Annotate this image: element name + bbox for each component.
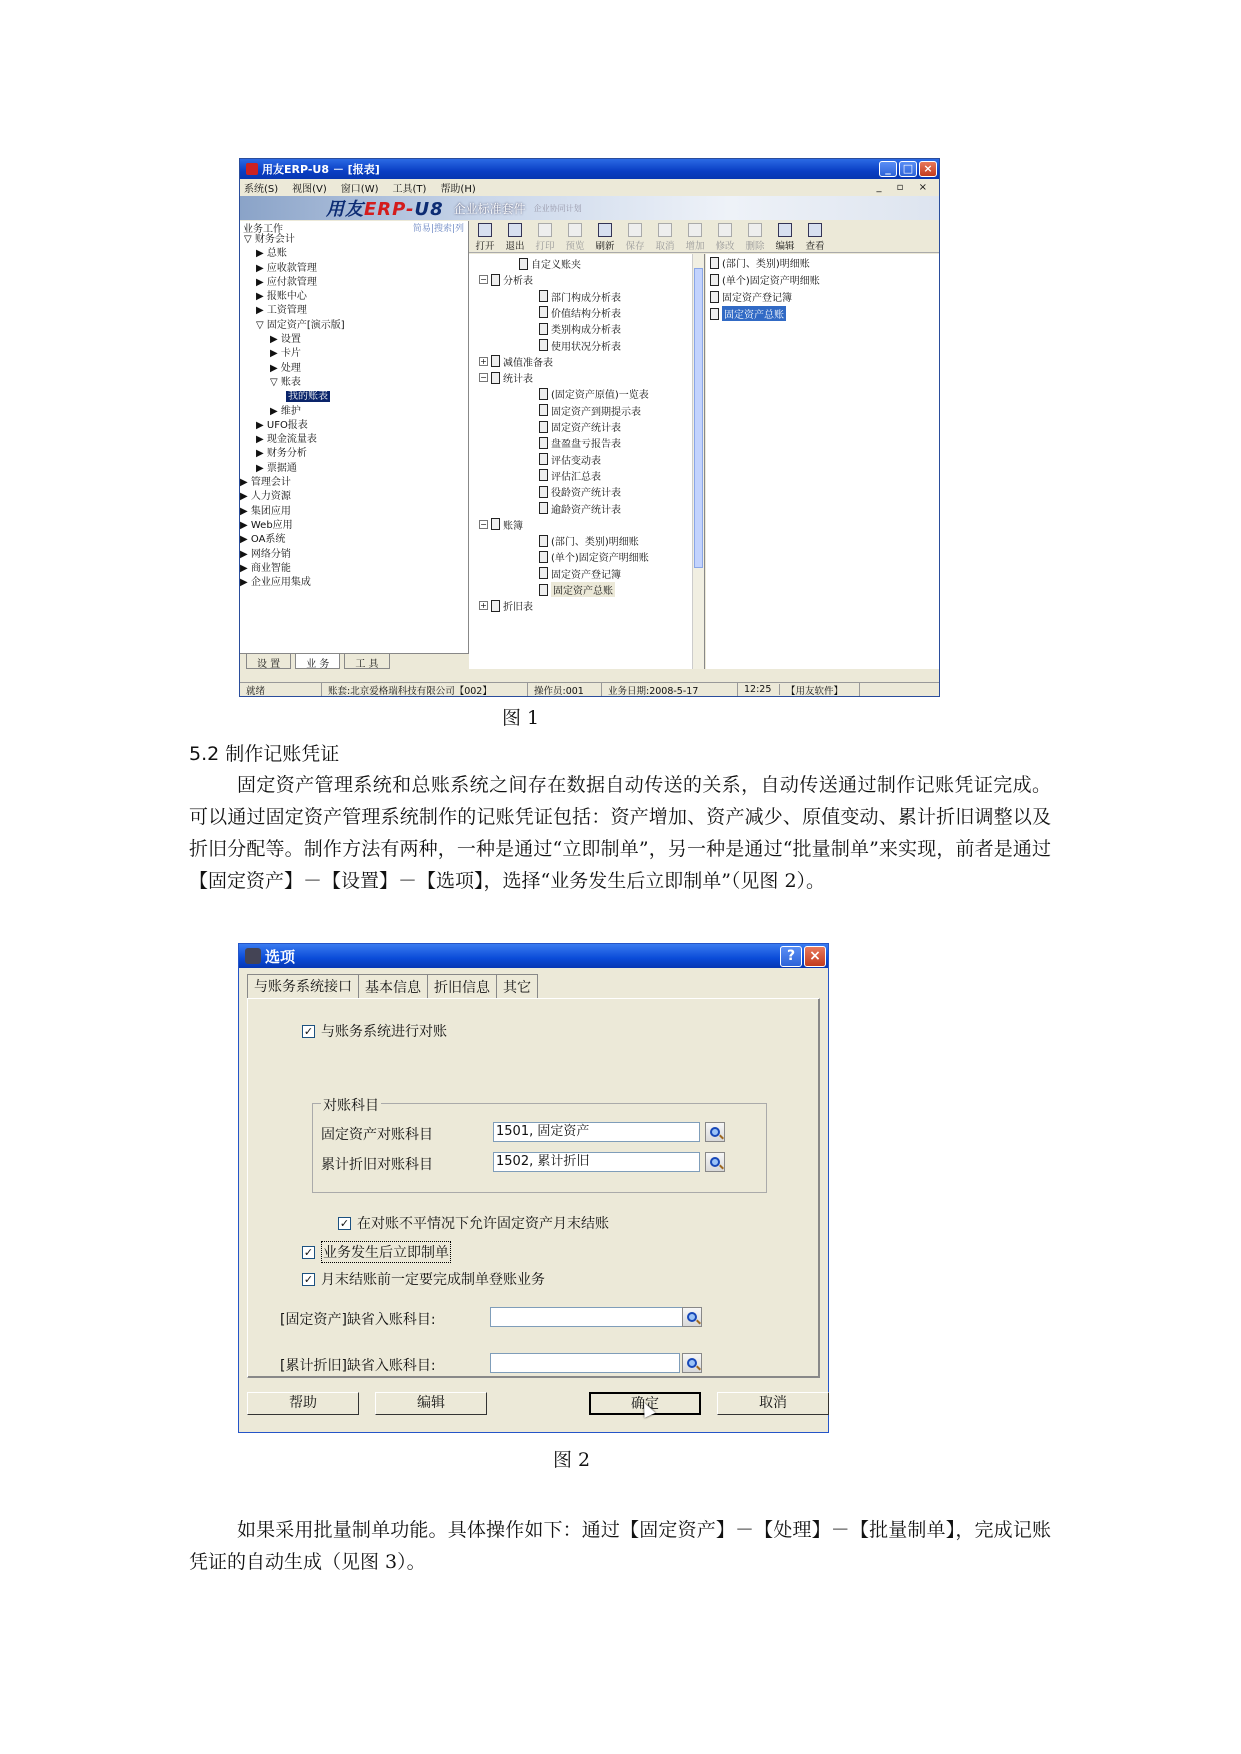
checkbox-checked-icon[interactable]: ✓ bbox=[303, 1024, 314, 1038]
status-bar bbox=[240, 682, 939, 696]
erp-titlebar bbox=[240, 159, 939, 179]
book-icon bbox=[539, 339, 548, 351]
figure-2-caption: 图 2 bbox=[553, 1449, 591, 1471]
report-tree-item[interactable]: 使用状况分析表 bbox=[539, 338, 621, 353]
nav-tree-item[interactable]: ▽ 账表 bbox=[270, 376, 301, 388]
expand-icon[interactable]: + bbox=[480, 601, 487, 611]
dialog-icon bbox=[245, 948, 261, 964]
help-icon[interactable]: ? bbox=[780, 946, 802, 967]
nav-tree-item[interactable]: ▶ 应收款管理 bbox=[256, 262, 317, 274]
maximize-icon[interactable]: □ bbox=[899, 161, 917, 177]
report-tree-item[interactable]: 固定资产到期提示表 bbox=[539, 403, 641, 418]
report-tree-item[interactable]: − 统计表 bbox=[480, 373, 533, 386]
ok-button[interactable]: 确定 bbox=[589, 1392, 701, 1415]
status-field: 账套:北京爱格瑞科技有限公司【002】 bbox=[322, 683, 528, 697]
nav-tree-item[interactable]: 我的账表 bbox=[288, 391, 328, 403]
dep-account-field[interactable]: 1502, 累计折旧 bbox=[493, 1152, 700, 1172]
immediate-voucher-checkbox[interactable]: ✓ 业务发生后立即制单 bbox=[302, 1241, 451, 1263]
book-icon bbox=[539, 290, 548, 302]
options-dialog-screenshot bbox=[238, 943, 829, 1433]
report-tree-item[interactable]: 固定资产总账 bbox=[539, 582, 615, 597]
nav-tree-item[interactable]: ▶ 票据通 bbox=[256, 462, 297, 474]
book-icon bbox=[710, 257, 719, 269]
report-tree-item[interactable]: 逾龄资产统计表 bbox=[539, 501, 621, 516]
report-tree-item[interactable]: 盘盈盘亏报告表 bbox=[539, 435, 621, 450]
book-icon bbox=[539, 551, 548, 563]
book-icon bbox=[519, 258, 528, 270]
toolbar-button[interactable]: 取消 bbox=[653, 223, 677, 252]
toolbar-icon bbox=[628, 223, 642, 237]
nav-tree-item[interactable]: ▶ 卡片 bbox=[270, 348, 301, 360]
report-tree-item[interactable]: − 分析表 bbox=[480, 275, 533, 288]
book-icon bbox=[710, 274, 719, 286]
book-icon bbox=[539, 306, 548, 318]
nav-tree-item[interactable]: ▶ 企业应用集成 bbox=[240, 577, 311, 589]
book-icon bbox=[491, 274, 500, 286]
nav-tree-item[interactable]: ▶ 工资管理 bbox=[256, 305, 307, 317]
menu-help[interactable]: 帮助(H) bbox=[440, 184, 476, 195]
book-icon bbox=[491, 518, 500, 530]
erp-menubar bbox=[240, 179, 939, 196]
toolbar-icon bbox=[658, 223, 672, 237]
default-dep-search-button[interactable] bbox=[682, 1353, 702, 1373]
close-icon[interactable]: × bbox=[804, 946, 826, 967]
nav-tabs bbox=[240, 653, 469, 669]
nav-tree bbox=[240, 233, 468, 590]
nav-header-title: 业务工作 bbox=[243, 223, 283, 235]
close-icon[interactable]: × bbox=[919, 161, 937, 177]
status-field: 【用友软件】 bbox=[780, 683, 860, 697]
book-icon bbox=[491, 355, 500, 367]
report-tree-item[interactable]: + 折旧表 bbox=[480, 601, 533, 614]
book-icon bbox=[491, 600, 500, 612]
toolbar-icon bbox=[568, 223, 582, 237]
nav-tree-item[interactable]: ▶ Web应用 bbox=[240, 519, 293, 531]
toolbar-icon bbox=[718, 223, 732, 237]
menu-window[interactable]: 窗口(W) bbox=[340, 184, 379, 195]
menu-tools[interactable]: 工具(T) bbox=[392, 184, 427, 195]
report-tree-item[interactable]: (部门、类别)明细账 bbox=[539, 533, 639, 548]
vertical-scrollbar[interactable] bbox=[692, 254, 704, 669]
search-icon bbox=[687, 1358, 697, 1368]
report-tree-item[interactable]: 固定资产登记簿 bbox=[539, 566, 621, 581]
edit-button[interactable]: 编辑 bbox=[375, 1392, 487, 1415]
fa-account-field[interactable]: 1501, 固定资产 bbox=[493, 1122, 700, 1142]
search-icon bbox=[687, 1312, 697, 1322]
nav-tree-item[interactable]: ▶ 总账 bbox=[256, 248, 287, 260]
report-list-item[interactable]: (部门、类别)明细账 bbox=[706, 254, 939, 271]
report-tree-item[interactable]: (固定资产原值)一览表 bbox=[539, 386, 649, 401]
expand-icon[interactable]: + bbox=[480, 356, 487, 366]
fa-account-label: 固定资产对账科目 bbox=[321, 1127, 433, 1143]
report-tree-item[interactable]: 自定义账夹 bbox=[519, 256, 581, 271]
book-icon bbox=[539, 469, 548, 481]
default-fa-search-button[interactable] bbox=[682, 1307, 702, 1327]
book-icon bbox=[710, 308, 719, 320]
nav-tree-item[interactable]: ▶ 网络分销 bbox=[240, 548, 291, 560]
default-fa-account-field[interactable] bbox=[490, 1307, 697, 1327]
search-icon bbox=[710, 1157, 720, 1167]
app-icon bbox=[246, 163, 258, 175]
status-field: 操作员:001 bbox=[528, 683, 602, 697]
default-fa-account-label: [固定资产]缺省入账科目: bbox=[280, 1312, 436, 1328]
report-tree-item[interactable]: (单个)固定资产明细账 bbox=[539, 549, 649, 564]
erp-title: 用友ERP-U8 － [报表] bbox=[262, 163, 380, 176]
report-tree-item[interactable]: − 账簿 bbox=[480, 519, 523, 532]
report-list-pane bbox=[706, 254, 939, 669]
toolbar-button[interactable]: 增加 bbox=[683, 223, 707, 252]
tab-ledger-interface[interactable]: 与账务系统接口 bbox=[247, 974, 359, 999]
scrollbar-thumb[interactable] bbox=[694, 268, 703, 568]
nav-header-links[interactable]: 简易|搜索|列 bbox=[412, 223, 464, 234]
banner-subtitle: 企业标准套件 bbox=[453, 201, 526, 216]
nav-tree-item[interactable]: ▽ 固定资产[演示版] bbox=[256, 319, 345, 331]
book-icon bbox=[539, 323, 548, 335]
tab-other[interactable]: 其它 bbox=[497, 974, 538, 999]
nav-tree-item[interactable]: ▶ 设置 bbox=[270, 334, 301, 346]
dep-account-search-button[interactable] bbox=[705, 1152, 725, 1172]
nav-tree-item[interactable]: ▶ 报账中心 bbox=[256, 291, 307, 303]
book-icon bbox=[539, 453, 548, 465]
expand-icon[interactable]: − bbox=[480, 275, 487, 285]
cancel-button[interactable]: 取消 bbox=[717, 1392, 829, 1415]
nav-tree-item[interactable]: ▽ 财务会计 bbox=[244, 234, 295, 245]
reconcile-checkbox[interactable]: ✓ 与账务系统进行对账 bbox=[303, 1024, 447, 1040]
nav-tree-item[interactable]: ▶ 维护 bbox=[270, 405, 301, 417]
nav-header bbox=[240, 221, 468, 233]
help-button[interactable]: 帮助 bbox=[247, 1392, 359, 1415]
erp-banner bbox=[240, 196, 939, 220]
toolbar-button[interactable]: 预览 bbox=[563, 223, 587, 252]
toolbar-button[interactable]: 查看 bbox=[803, 223, 827, 252]
report-tree-pane bbox=[469, 254, 705, 669]
report-tree-item[interactable]: 役龄资产统计表 bbox=[539, 484, 621, 499]
toolbar-icon bbox=[508, 223, 522, 237]
nav-tree-item[interactable]: ▶ UFO报表 bbox=[256, 419, 308, 431]
toolbar-icon bbox=[778, 223, 792, 237]
erp-logo: 用友ERP-U8 bbox=[326, 199, 444, 220]
toolbar-button[interactable]: 修改 bbox=[713, 223, 737, 252]
book-icon bbox=[539, 502, 548, 514]
nav-tree-item[interactable]: ▶ 处理 bbox=[270, 362, 301, 374]
report-tree-item[interactable]: 部门构成分析表 bbox=[539, 289, 621, 304]
nav-tree-item[interactable]: ▶ 应付款管理 bbox=[256, 276, 317, 288]
paragraph-2: 如果采用批量制单功能。具体操作如下：通过【固定资产】－【处理】－【批量制单】，完成记账凭证的自动生成（见图 3）。 bbox=[189, 1519, 1051, 1573]
report-tree-item[interactable]: + 减值准备表 bbox=[480, 356, 553, 369]
toolbar-icon bbox=[538, 223, 552, 237]
tab-basic-info[interactable]: 基本信息 bbox=[359, 974, 428, 999]
menu-system[interactable]: 系统(S) bbox=[244, 184, 279, 195]
tab-panel bbox=[247, 998, 820, 1378]
dialog-tabs bbox=[247, 974, 538, 999]
month-end-voucher-checkbox[interactable]: ✓ 月末结账前一定要完成制单登账业务 bbox=[303, 1272, 545, 1288]
reconcile-accounts-group bbox=[312, 1098, 767, 1193]
nav-tree-item[interactable]: ▶ 现金流量表 bbox=[256, 434, 317, 446]
report-tree-item[interactable]: 价值结构分析表 bbox=[539, 305, 621, 320]
checkbox-checked-icon[interactable]: ✓ bbox=[339, 1216, 350, 1230]
nav-tree-item[interactable]: ▶ OA系统 bbox=[240, 534, 286, 546]
book-icon bbox=[491, 372, 500, 384]
figure-1-caption: 图 1 bbox=[502, 707, 540, 729]
book-icon bbox=[539, 404, 548, 416]
toolbar-icon bbox=[808, 223, 822, 237]
allow-month-close-checkbox[interactable]: ✓ 在对账不平情况下允许固定资产月末结账 bbox=[339, 1216, 609, 1232]
erp-window-screenshot bbox=[239, 158, 940, 697]
toolbar-button[interactable]: 刷新 bbox=[593, 223, 617, 252]
report-tree-item[interactable]: 评估汇总表 bbox=[539, 468, 601, 483]
mdi-controls[interactable]: _ ▫ × bbox=[876, 182, 933, 193]
banner-tagline: 企业协同计划 bbox=[533, 203, 582, 213]
book-icon bbox=[539, 567, 548, 579]
search-icon bbox=[710, 1127, 720, 1137]
paragraph-1: 固定资产管理系统和总账系统之间存在数据自动传送的关系，自动传送通过制作记账凭证完成。可以通过固定资产管理系统制作的记账凭证包括：资产增加、资产减少、原值变动、累计折旧调整以及折旧分配等。制作方法有两种，一种是通过“立即制单”，另一种是通过“批量制单”来实现，前者是通过【固定资产】－【设置】－【选项】，选择“业务发生后立即制单”（见图 2）。 bbox=[189, 774, 1051, 892]
report-list-item[interactable]: 固定资产总账 bbox=[706, 305, 939, 322]
expand-icon[interactable]: − bbox=[480, 519, 487, 529]
toolbar-button[interactable]: 删除 bbox=[743, 223, 767, 252]
tab-depreciation-info[interactable]: 折旧信息 bbox=[428, 974, 497, 999]
toolbar-icon bbox=[478, 223, 492, 237]
nav-tree-item[interactable]: ▶ 财务分析 bbox=[256, 448, 307, 460]
toolbar-icon bbox=[748, 223, 762, 237]
minimize-icon[interactable]: _ bbox=[879, 161, 897, 177]
book-icon bbox=[539, 437, 548, 449]
toolbar-button[interactable]: 打印 bbox=[533, 223, 557, 252]
toolbar-button[interactable]: 编辑 bbox=[773, 223, 797, 252]
checkbox-checked-icon[interactable]: ✓ bbox=[303, 1245, 314, 1259]
nav-tree-item[interactable]: ▶ 集团应用 bbox=[240, 505, 291, 517]
default-dep-account-field[interactable] bbox=[490, 1353, 680, 1373]
group-title: 对账科目 bbox=[321, 1095, 381, 1115]
book-icon bbox=[539, 584, 548, 596]
dialog-title: 选项 bbox=[265, 947, 296, 966]
report-tree-item[interactable]: 类别构成分析表 bbox=[539, 321, 621, 336]
book-icon bbox=[710, 291, 719, 303]
book-icon bbox=[539, 421, 548, 433]
toolbar-icon bbox=[688, 223, 702, 237]
status-field: 12:25 bbox=[738, 684, 780, 695]
nav-tree-item[interactable]: ▶ 人力资源 bbox=[240, 491, 291, 503]
toolbar-button[interactable]: 退出 bbox=[503, 223, 527, 252]
checkbox-checked-icon[interactable]: ✓ bbox=[303, 1272, 314, 1286]
navigation-pane bbox=[240, 221, 469, 669]
book-icon bbox=[539, 486, 548, 498]
tab-settings[interactable]: 设 置 bbox=[246, 654, 291, 669]
report-toolbar bbox=[469, 221, 939, 253]
book-icon bbox=[539, 535, 548, 547]
menu-view[interactable]: 视图(V) bbox=[292, 184, 327, 195]
dep-account-label: 累计折旧对账科目 bbox=[321, 1157, 433, 1173]
section-heading: 5.2 制作记账凭证 bbox=[189, 743, 340, 765]
expand-icon[interactable]: − bbox=[480, 373, 487, 383]
status-field: 业务日期:2008-5-17 bbox=[602, 683, 738, 697]
report-list-item[interactable]: (单个)固定资产明细账 bbox=[706, 271, 939, 288]
report-tree-item[interactable]: 固定资产统计表 bbox=[539, 419, 621, 434]
toolbar-button[interactable]: 打开 bbox=[473, 223, 497, 252]
status-field: 就绪 bbox=[240, 683, 322, 697]
tab-tools[interactable]: 工 具 bbox=[344, 654, 389, 669]
default-dep-account-label: [累计折旧]缺省入账科目: bbox=[280, 1358, 436, 1374]
fa-account-search-button[interactable] bbox=[705, 1122, 725, 1142]
book-icon bbox=[539, 388, 548, 400]
tab-business[interactable]: 业 务 bbox=[295, 654, 340, 669]
report-list-item[interactable]: 固定资产登记簿 bbox=[706, 288, 939, 305]
report-tree-item[interactable]: 评估变动表 bbox=[539, 452, 601, 467]
nav-tree-item[interactable]: ▶ 商业智能 bbox=[240, 562, 291, 574]
dialog-titlebar bbox=[239, 944, 828, 968]
toolbar-button[interactable]: 保存 bbox=[623, 223, 647, 252]
toolbar-icon bbox=[598, 223, 612, 237]
nav-tree-item[interactable]: ▶ 管理会计 bbox=[240, 477, 291, 489]
